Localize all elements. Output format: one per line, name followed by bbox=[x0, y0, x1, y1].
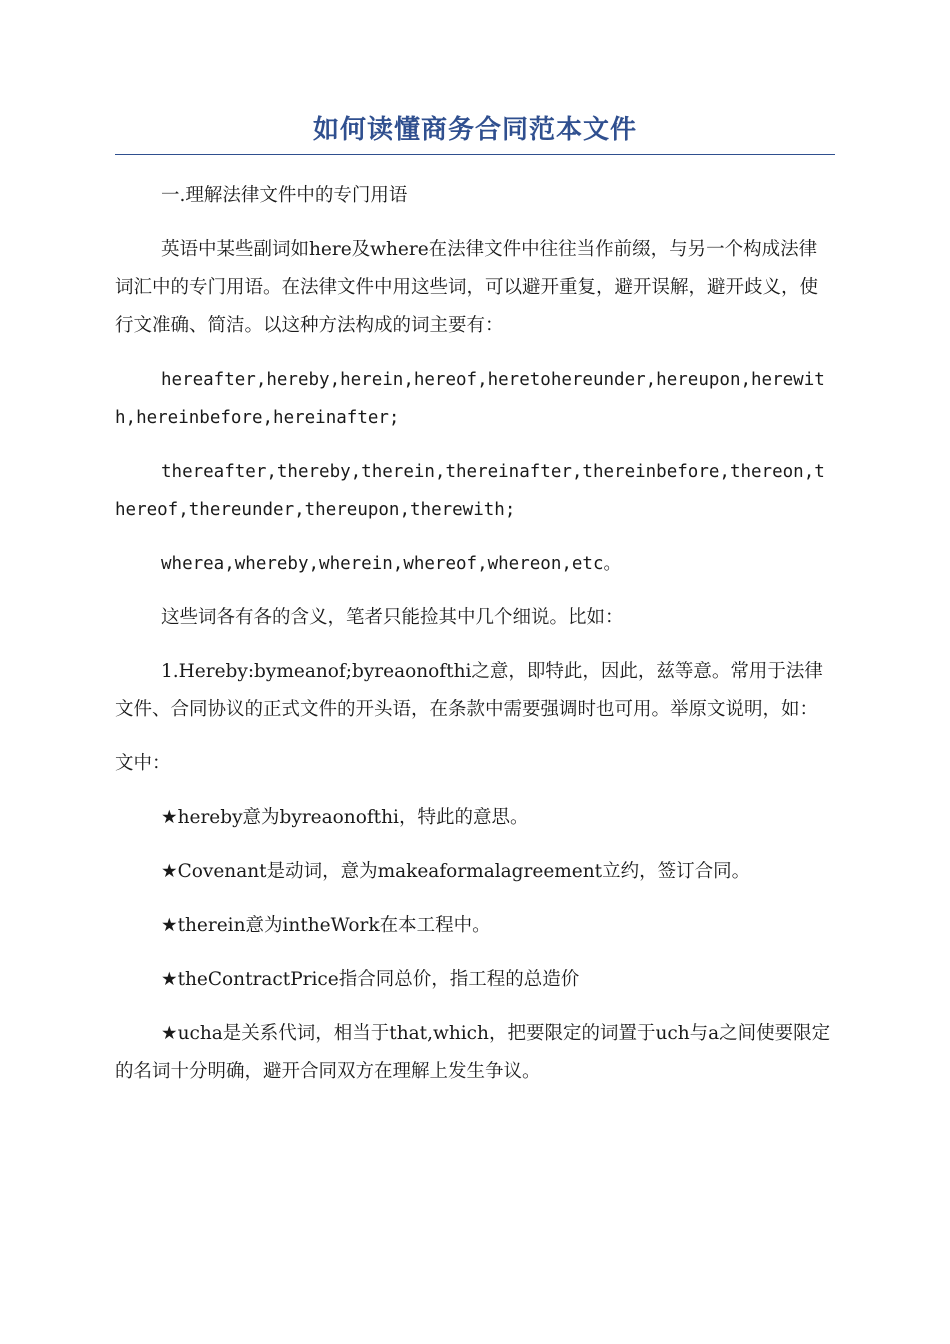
there-words-list: thereafter,thereby,therein,thereinafter,thereinbefore,thereon,thereof,thereunder,thereupon,therewith; bbox=[115, 462, 825, 520]
meaning-paragraph: 这些词各有各的含义，笔者只能捡其中几个细说。比如： bbox=[161, 607, 624, 628]
here-words-list: hereafter,hereby,herein,hereof,heretohereunder,hereupon,herewith,hereinbefore,hereinafter; bbox=[115, 370, 825, 428]
hereby-paragraph: 1.Hereby:bymeanof;byreaonofthi之意，即特此，因此，兹等意。常用于法律文件、合同协议的正式文件的开头语，在条款中需要强调时也可用。举原文说明，如： bbox=[115, 661, 823, 720]
document-page bbox=[115, 112, 835, 1091]
text-label: 文中： bbox=[115, 753, 171, 774]
note-item: ★hereby意为byreaonofthi，特此的意思。 bbox=[161, 807, 529, 828]
where-words-list: wherea,whereby,wherein,whereof,whereon,etc。 bbox=[161, 554, 622, 574]
note-item: ★ucha是关系代词，相当于that,which，把要限定的词置于uch与a之间使要限定的名词十分明确，避开合同双方在理解上发生争议。 bbox=[115, 1023, 831, 1082]
note-item: ★Covenant是动词，意为makeaformalagreement立约，签订合同。 bbox=[161, 861, 751, 882]
intro-paragraph: 英语中某些副词如here及where在法律文件中往往当作前缀，与另一个构成法律词汇中的专门用语。在法律文件中用这些词，可以避开重复，避开误解，避开歧义，使行文准确、简洁。以这种方法构成的词主要有： bbox=[115, 239, 819, 336]
page-title: 如何读懂商务合同范本文件 bbox=[115, 112, 835, 155]
section-heading: 一.理解法律文件中的专门用语 bbox=[161, 185, 408, 206]
note-item: ★theContractPrice指合同总价，指工程的总造价 bbox=[161, 969, 580, 990]
note-item: ★therein意为intheWork在本工程中。 bbox=[161, 915, 491, 936]
